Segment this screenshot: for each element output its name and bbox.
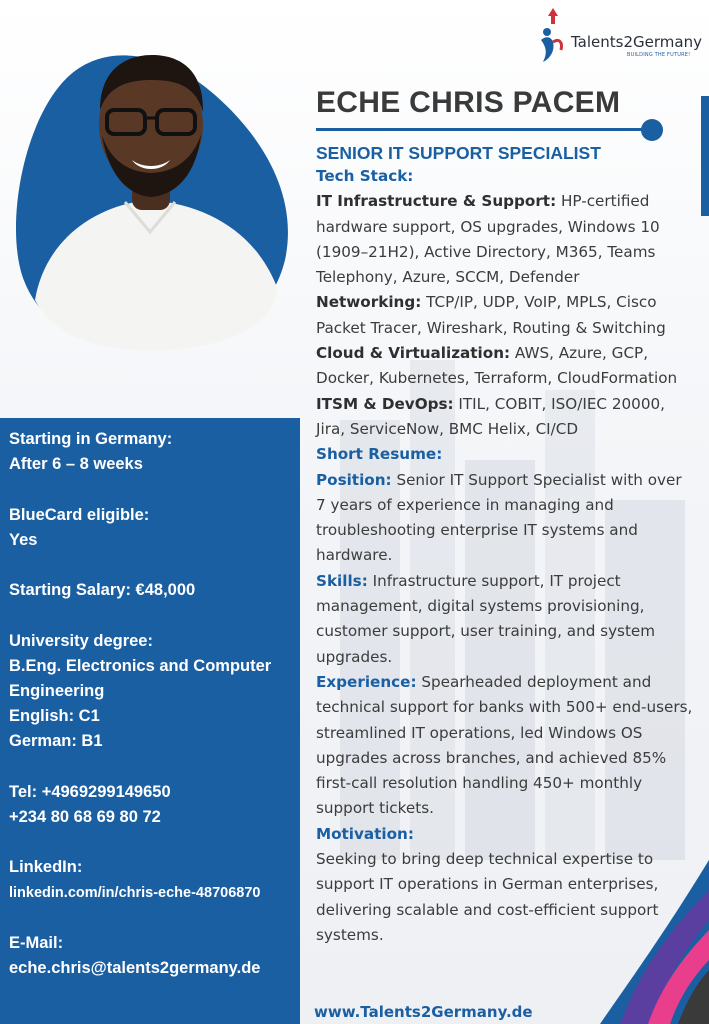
candidate-title: SENIOR IT SUPPORT SPECIALIST [316,143,601,163]
tech-item-text: AWS, Azure, GCP, Docker, Kubernetes, Terraform, CloudFormation [316,344,678,388]
degree-value: B.Eng. Electronics and Computer Engineering [9,656,272,700]
email-label: E-Mail: [9,933,64,952]
logo-figure-icon [535,6,571,66]
resume-item-text: Spearheaded deployment and technical support for banks with 500+ end-users, streamlined IT operations, led Windows OS upgrades across branches, and achieved 85% first-call resolution handling 450+ monthly support tickets. [316,672,693,818]
english-level: English: C1 [9,707,100,726]
logo-wordmark: Talents2Germany [571,33,702,51]
resume-item-label: Experience: [316,672,417,691]
accent-bar [701,96,709,216]
tech-item-label: Cloud & Virtualization: [316,344,511,363]
linkedin-label: LinkedIn: [9,858,83,877]
linkedin-link[interactable]: linkedin.com/in/chris-eche-48706870 [9,884,261,901]
logo-tagline: BUILDING THE FUTURE! [627,52,691,58]
bluecard-label: BlueCard eligible: [9,505,150,524]
motivation-text: Seeking to bring deep technical expertise to support IT operations in German enterprises, delivering scalable and cost-efficient support systems. [316,850,659,944]
tech-item-text: HP-certified hardware support, OS upgrades, Windows 10 (1909–21H2), Active Directory, M365, Teams Telephony, Azure, SCCM, Defender [316,192,660,287]
tech-item [316,290,696,341]
email-link[interactable]: eche.chris@talents2germany.de [9,959,261,978]
tech-item-label: ITSM & DevOps: [316,394,454,413]
tech-item [316,341,696,392]
resume-item-text: Infrastructure support, IT project management, digital systems provisioning, customer support, user training, and system upgrades. [316,571,656,666]
website-link[interactable]: www.Talents2Germany.de [314,1003,533,1021]
resume-item [316,670,696,822]
tech-item-text: ITIL, COBIT, ISO/IEC 20000, Jira, ServiceNow, BMC Helix, CI/CD [316,394,666,438]
german-level: German: B1 [9,732,103,751]
start-value: After 6 – 8 weeks [9,455,143,474]
start-label: Starting in Germany: [9,430,173,448]
tech-stack-heading: Tech Stack: [316,167,414,185]
sidebar-details [9,427,299,981]
resume-item [316,569,696,670]
resume-item-label: Skills: [316,571,368,590]
motivation-heading: Motivation: [316,824,414,843]
candidate-photo [0,0,300,380]
company-logo [535,6,705,66]
resume-heading: Short Resume: [316,445,443,464]
bluecard-value: Yes [9,530,38,549]
tech-item-label: IT Infrastructure & Support: [316,192,557,211]
resume-item [316,468,696,569]
starting-salary: Starting Salary: €48,000 [9,581,196,600]
decorative-swoosh [560,860,709,1024]
tech-item-text: TCP/IP, UDP, VoIP, MPLS, Cisco Packet Tracer, Wireshark, Routing & Switching [316,293,666,337]
phone-secondary[interactable]: +234 80 68 69 80 72 [9,807,161,826]
resume-item-text: Senior IT Support Specialist with over 7 years of experience in managing and troubleshooting enterprise IT systems and hardware. [316,470,682,565]
tech-item-label: Networking: [316,293,422,312]
candidate-name: ECHE CHRIS PACEM [316,86,621,119]
tech-item [316,392,696,443]
phone-primary[interactable]: Tel: +4969299149650 [9,782,171,801]
tech-item [316,189,696,290]
resume-item-label: Position: [316,470,392,489]
name-underline [316,128,652,131]
name-underline-dot [641,119,663,141]
main-content [316,164,696,948]
degree-label: University degree: [9,631,153,650]
